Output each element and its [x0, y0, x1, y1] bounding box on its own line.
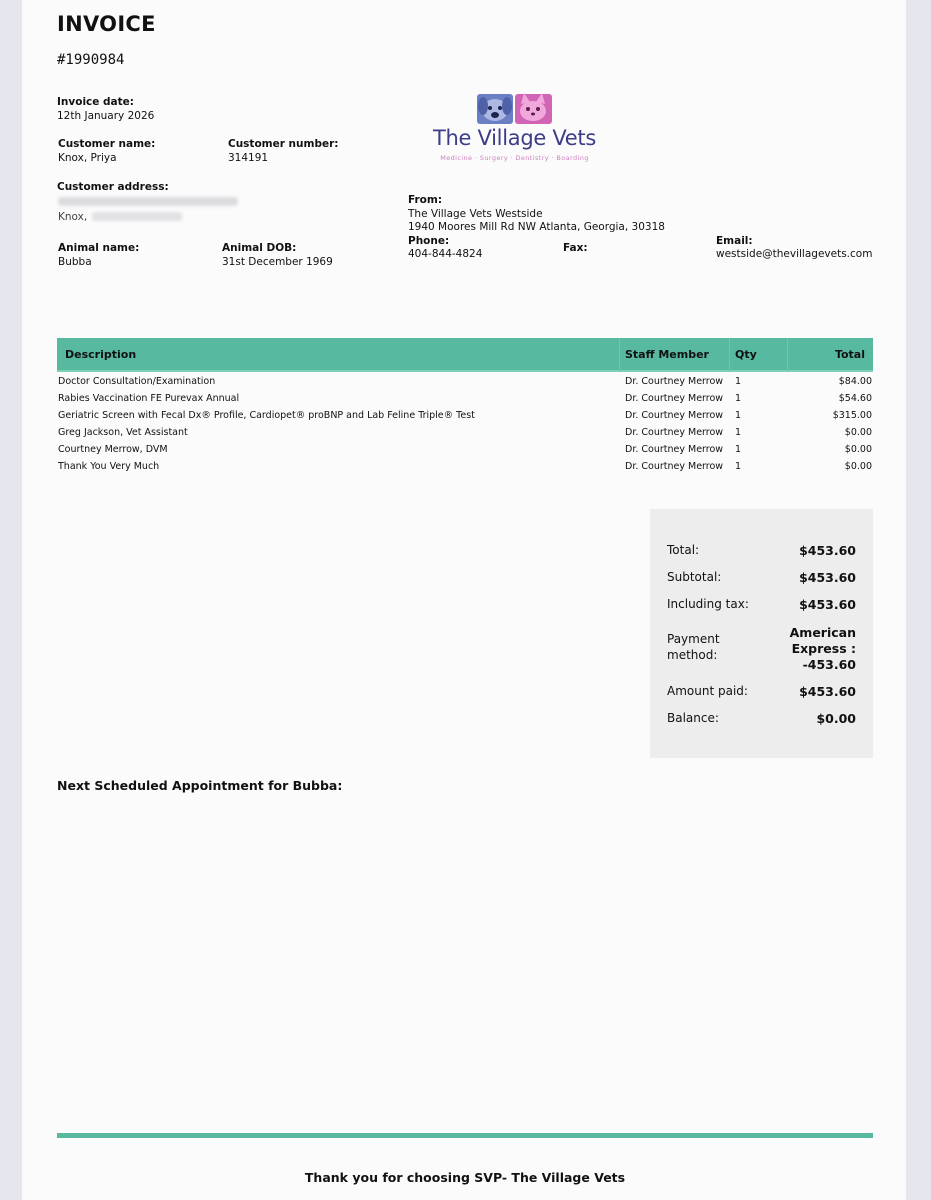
- from-address: 1940 Moores Mill Rd NW Atlanta, Georgia, 30318: [408, 221, 665, 233]
- invoice-date-label: Invoice date:: [57, 96, 134, 108]
- row-staff: Dr. Courtney Merrow: [625, 461, 724, 472]
- row-total: $315.00: [832, 410, 872, 421]
- row-total: $84.00: [838, 376, 872, 387]
- footer-thanks: Thank you for choosing SVP- The Village Vets: [304, 1170, 626, 1185]
- customer-number: 314191: [228, 152, 269, 164]
- payment-method-value-2: Express :: [791, 641, 856, 656]
- row-qty: 1: [735, 393, 742, 404]
- footer-divider: [57, 1133, 873, 1138]
- header-divider: [619, 338, 620, 372]
- animal-dob: 31st December 1969: [222, 256, 333, 268]
- village-vets-logo: [432, 92, 597, 167]
- row-description: Geriatric Screen with Fecal Dx® Profile, Cardiopet® proBNP and Lab Feline Triple® Test: [58, 410, 475, 421]
- row-staff: Dr. Courtney Merrow: [625, 376, 724, 387]
- fax-label: Fax:: [563, 242, 588, 254]
- table-row: [57, 441, 873, 458]
- payment-method-label-2: method:: [667, 648, 718, 662]
- amount-paid-value: $453.60: [799, 684, 856, 699]
- amount-paid-label: Amount paid:: [667, 684, 748, 698]
- items-table-header: [57, 338, 873, 372]
- table-row: [57, 407, 873, 424]
- animal-name: Bubba: [58, 256, 92, 268]
- row-qty: 1: [735, 444, 742, 455]
- row-staff: Dr. Courtney Merrow: [625, 427, 724, 438]
- invoice-page: [22, 0, 906, 1200]
- total-label: Total:: [667, 543, 700, 557]
- row-qty: 1: [735, 461, 742, 472]
- header-divider: [729, 338, 730, 372]
- email-value: westside@thevillagevets.com: [716, 248, 873, 260]
- row-description: Rabies Vaccination FE Purevax Annual: [58, 393, 240, 404]
- row-description: Courtney Merrow, DVM: [58, 444, 168, 455]
- tax-value: $453.60: [799, 597, 856, 612]
- phone-value: 404-844-4824: [408, 248, 483, 260]
- phone-label: Phone:: [408, 235, 450, 247]
- dog-cat-logo-icon: [432, 92, 597, 126]
- row-qty: 1: [735, 376, 742, 387]
- customer-name-label: Customer name:: [58, 138, 156, 150]
- customer-name: Knox, Priya: [58, 152, 117, 164]
- payment-method-value-3: -453.60: [802, 657, 856, 672]
- logo-tagline: Medicine · Surgery · Dentistry · Boarding: [440, 154, 589, 162]
- email-label: Email:: [716, 235, 753, 247]
- row-total: $0.00: [844, 444, 872, 455]
- payment-method-value-1: American: [789, 625, 856, 640]
- customer-number-label: Customer number:: [228, 138, 339, 150]
- next-appointment-heading: Next Scheduled Appointment for Bubba:: [57, 778, 343, 793]
- total-value: $453.60: [799, 543, 856, 558]
- row-description: Doctor Consultation/Examination: [58, 376, 216, 387]
- subtotal-value: $453.60: [799, 570, 856, 585]
- balance-value: $0.00: [816, 711, 856, 726]
- payment-method-label-1: Payment: [667, 632, 720, 646]
- table-row: [57, 390, 873, 407]
- row-staff: Dr. Courtney Merrow: [625, 444, 724, 455]
- from-label: From:: [408, 194, 443, 206]
- header-staff: Staff Member: [625, 348, 709, 361]
- row-staff: Dr. Courtney Merrow: [625, 410, 724, 421]
- invoice-date: 12th January 2026: [57, 110, 155, 122]
- header-total: Total: [834, 348, 865, 361]
- row-total: $0.00: [844, 461, 872, 472]
- header-divider: [787, 338, 788, 372]
- subtotal-label: Subtotal:: [667, 570, 722, 584]
- invoice-title: INVOICE: [57, 12, 156, 36]
- tax-label: Including tax:: [667, 597, 749, 611]
- header-qty: Qty: [735, 348, 757, 361]
- from-name: The Village Vets Westside: [408, 208, 543, 220]
- customer-address-city-redacted: [92, 212, 182, 221]
- logo-name: The Village Vets: [433, 126, 596, 150]
- row-qty: 1: [735, 410, 742, 421]
- animal-name-label: Animal name:: [58, 242, 140, 254]
- row-total: $54.60: [838, 393, 872, 404]
- row-staff: Dr. Courtney Merrow: [625, 393, 724, 404]
- balance-label: Balance:: [667, 711, 719, 725]
- table-row: [57, 373, 873, 390]
- animal-dob-label: Animal DOB:: [222, 242, 297, 254]
- customer-address-label: Customer address:: [57, 181, 169, 190]
- customer-address-line2: Knox,: [58, 211, 88, 223]
- table-row: [57, 424, 873, 441]
- header-description: Description: [65, 348, 137, 361]
- customer-address-line1-redacted: [58, 197, 238, 206]
- row-total: $0.00: [844, 427, 872, 438]
- totals-box: [650, 509, 873, 758]
- row-description: Greg Jackson, Vet Assistant: [58, 427, 188, 438]
- table-row: [57, 458, 873, 475]
- row-description: Thank You Very Much: [58, 461, 160, 472]
- row-qty: 1: [735, 427, 742, 438]
- invoice-number: #1990984: [57, 52, 125, 68]
